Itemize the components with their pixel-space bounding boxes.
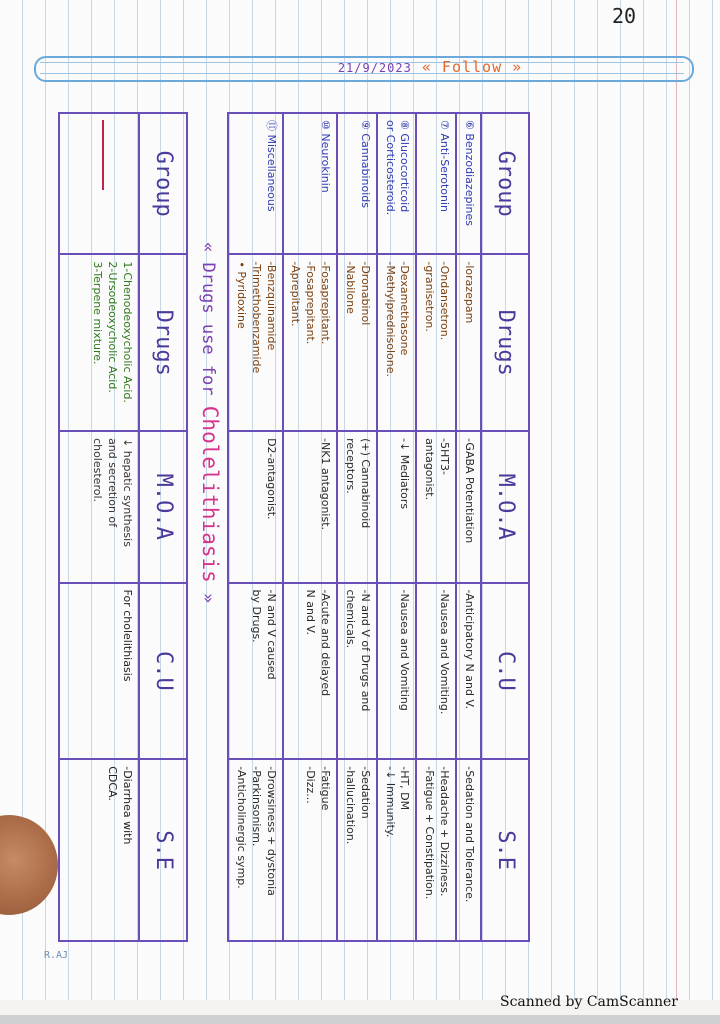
cell-cu: -N and V of Drugs and chemicals. (337, 583, 377, 760)
cell-group: ⑧ Glucocorticoid or Corticosteroid. (377, 113, 417, 254)
section-title-highlight: Cholelithiasis (198, 405, 222, 583)
header-se: S.E (481, 759, 529, 941)
cell-moa: (+) Cannabinoid receptors. (337, 431, 377, 582)
header-cu: C.U (481, 583, 529, 760)
cell-se: -Drowsiness + dystonia -Parkinsonism. -Anticholinergic symp. (228, 759, 283, 941)
cell-drugs: -Fosaprepitant. -Fosaprepitant. -Aprepitant. (283, 254, 338, 431)
cell-cu: -Nausea and Vomiting (377, 583, 417, 760)
banner-title: « Follow » (421, 58, 523, 76)
header-drugs: Drugs (139, 254, 187, 431)
cell-se: -Sedation and Tolerance. (456, 759, 481, 941)
antiemetic-table (227, 112, 530, 942)
cell-se: -Sedation -hallucination. (337, 759, 377, 941)
cell-drugs: -Benzquinamide -Trimethobenzamide • Pyridoxine (228, 254, 283, 431)
table-row (337, 113, 377, 941)
cell-drugs: -Dexamethasone -Methylprednisolone. (377, 254, 417, 431)
section-title-suffix: » (198, 593, 218, 604)
cell-drugs: -lorazepam (456, 254, 481, 431)
rotated-content (70, 112, 530, 952)
cell-se: -HT, DM -↓ Immunity. (377, 759, 417, 941)
cell-cu: -Anticipatory N and V. (456, 583, 481, 760)
cell-se: -Fatigue -Dizz... (283, 759, 338, 941)
table-row (228, 113, 283, 941)
table-row (416, 113, 456, 941)
cell-moa: -↓ Mediators (377, 431, 417, 582)
cell-cu: -N and V caused by Drugs. (228, 583, 283, 760)
cell-group: ⑦ Anti-Serotonin (416, 113, 456, 254)
empty-group-dash (102, 120, 104, 190)
cell-group: ⑨ Cannabinoids (337, 113, 377, 254)
cell-drugs: -Dronabinol -Nabilone (337, 254, 377, 431)
header-group: Group (481, 113, 529, 254)
cell-moa: -5HT3- antagonist. (416, 431, 456, 582)
cholelithiasis-table (58, 112, 188, 942)
cell-cu: -Nausea and Vomiting. (416, 583, 456, 760)
cell-drugs: -Ondansetron. -granisetron. (416, 254, 456, 431)
cell-group (59, 113, 139, 254)
cell-moa: -GABA Potentiation (456, 431, 481, 582)
cell-cu: -Acute and delayed N and V. (283, 583, 338, 760)
scanner-watermark: Scanned by CamScanner (500, 994, 678, 1010)
header-drugs: Drugs (481, 254, 529, 431)
banner-date: 21/9/2023 (337, 61, 412, 75)
cell-group: ⑪ Miscellaneous (228, 113, 283, 254)
header-se: S.E (139, 759, 187, 941)
section-title (192, 242, 222, 802)
cell-cu: For cholelithiasis (59, 583, 139, 760)
table-row (377, 113, 417, 941)
author-initials: R.AJ (44, 950, 69, 961)
table-row (456, 113, 481, 941)
cell-se: -Diarrhea with CDCA. (59, 759, 139, 941)
table-header-row (481, 113, 529, 941)
table-row (283, 113, 338, 941)
coin-object (0, 815, 58, 915)
header-group: Group (139, 113, 187, 254)
page-number: 20 (612, 4, 637, 28)
cell-se: -Headache + Dizziness. -Fatigue + Constipation. (416, 759, 456, 941)
cell-group: ⑥ Benzodiazepines (456, 113, 481, 254)
header-cu: C.U (139, 583, 187, 760)
header-moa: M.O.A (481, 431, 529, 582)
cell-drugs: 1-Chenodeoxycholic Acid. 2-Ursodeoxycholic Acid. 3-Terpene mixture. (59, 254, 139, 431)
banner-text (300, 58, 560, 82)
cell-group: ⑩ Neurokinin (283, 113, 338, 254)
header-moa: M.O.A (139, 431, 187, 582)
bottom-strip (0, 1015, 720, 1024)
cell-moa: D2-antagonist. (228, 431, 283, 582)
margin-line (676, 0, 677, 1000)
cell-moa: -NK1 antagonist. (283, 431, 338, 582)
cell-moa: ↓ hepatic synthesis and secretion of cholesterol. (59, 431, 139, 582)
section-title-prefix: « Drugs use for (198, 242, 218, 396)
table-row (59, 113, 139, 941)
table-header-row (139, 113, 187, 941)
